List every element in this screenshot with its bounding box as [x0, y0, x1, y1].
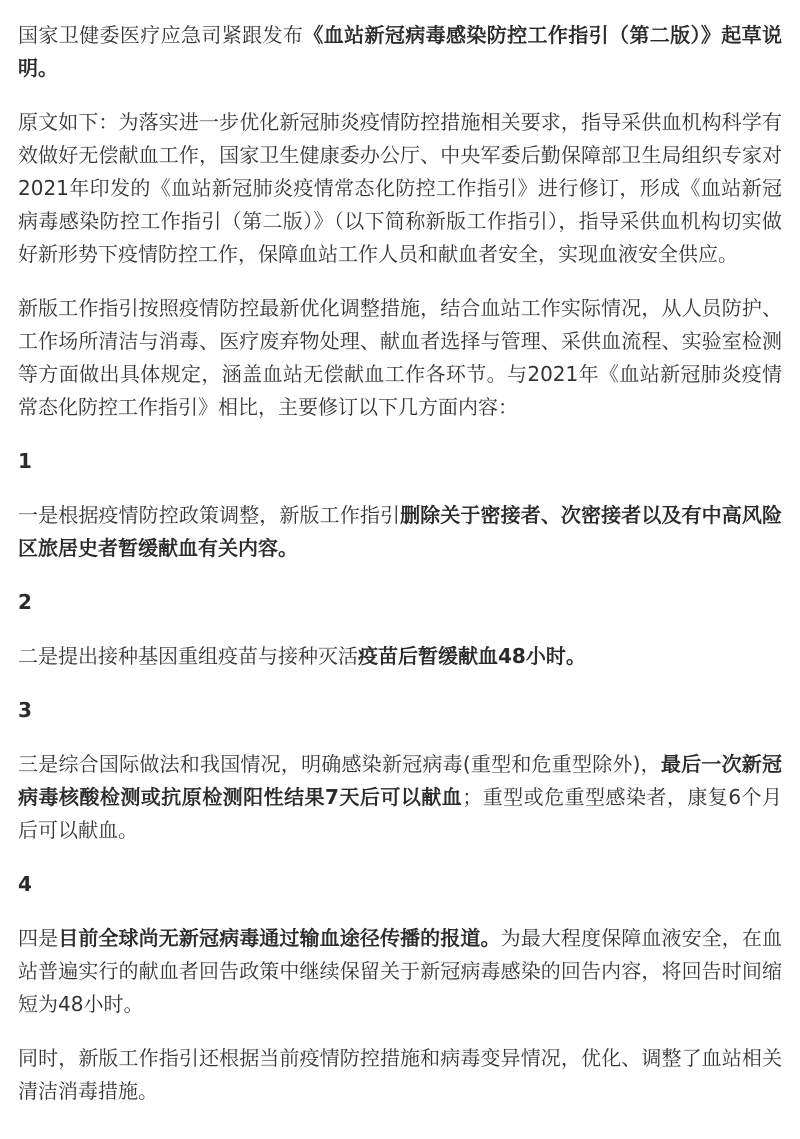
body-text: 原文如下：为落实进一步优化新冠肺炎疫情防控措施相关要求，指导采供血机构科学有效做好无偿献血工作，国家卫生健康委办公厅、中央军委后勤保障部卫生局组织专家对2021年印发的《血站新冠肺炎疫情常态化防控工作指引》进行修订，形成《血站新冠病毒感染防控工作指引（第二版）》（以下简称新版工作指引），指导采供血机构切实做好新形势下疫情防控工作，保障血站工作人员和献血者安全，实现血液安全供应。 — [18, 110, 782, 266]
emphasized-text: 疫苗后暂缓献血48小时。 — [358, 644, 586, 668]
emphasized-text: 《血站新冠病毒感染防控工作指引（第二版）》起草说明。 — [18, 23, 783, 80]
section-number — [18, 694, 782, 727]
body-text: 一是根据疫情防控政策调整，新版工作指引 — [18, 503, 401, 527]
paragraph — [18, 922, 782, 1021]
body-text: 三是综合国际做法和我国情况，明确感染新冠病毒(重型和危重型除外)， — [18, 752, 661, 776]
emphasized-text: 删除关于密接者、次密接者以及有中高风险区旅居史者暂缓献血有关内容。 — [18, 503, 783, 560]
body-text: 新版工作指引按照疫情防控最新优化调整措施，结合血站工作实际情况，从人员防护、工作场所清洁与消毒、医疗废弃物处理、献血者选择与管理、采供血流程、实验室检测等方面做出具体规定，涵盖血站无偿献血工作各环节。与2021年《血站新冠肺炎疫情常态化防控工作指引》相比，主要修订以下几方面内容： — [18, 296, 782, 419]
emphasized-text: 3 — [18, 698, 32, 722]
section-number — [18, 445, 782, 478]
paragraph — [18, 499, 782, 565]
body-text: 国家卫健委医疗应急司紧跟发布 — [18, 23, 304, 47]
paragraph — [18, 748, 782, 847]
paragraph — [18, 1042, 782, 1108]
body-text: 为最大程度保障血液安全，在血站普遍实行的献血者回告政策中继续保留关于新冠病毒感染的回告内容，将回告时间缩短为48小时。 — [18, 926, 783, 1016]
paragraph — [18, 106, 782, 271]
body-text: ；重型或危重型感染者，康复6个月后可以献血。 — [18, 785, 782, 842]
emphasized-text: 4 — [18, 872, 32, 896]
paragraph — [18, 292, 782, 424]
body-text: 四是 — [18, 926, 59, 950]
emphasized-text: 1 — [18, 449, 32, 473]
emphasized-text: 2 — [18, 590, 32, 614]
body-text: 同时，新版工作指引还根据当前疫情防控措施和病毒变异情况，优化、调整了血站相关清洁消毒措施。 — [18, 1046, 782, 1103]
section-number — [18, 586, 782, 619]
paragraph — [18, 640, 782, 673]
paragraph — [18, 19, 782, 85]
body-text: 二是提出接种基因重组疫苗与接种灭活 — [18, 644, 358, 668]
section-number — [18, 868, 782, 901]
emphasized-text: 目前全球尚无新冠病毒通过输血途径传播的报道。 — [58, 926, 501, 950]
emphasized-text: 最后一次新冠病毒核酸检测或抗原检测阳性结果7天后可以献血 — [18, 752, 783, 809]
